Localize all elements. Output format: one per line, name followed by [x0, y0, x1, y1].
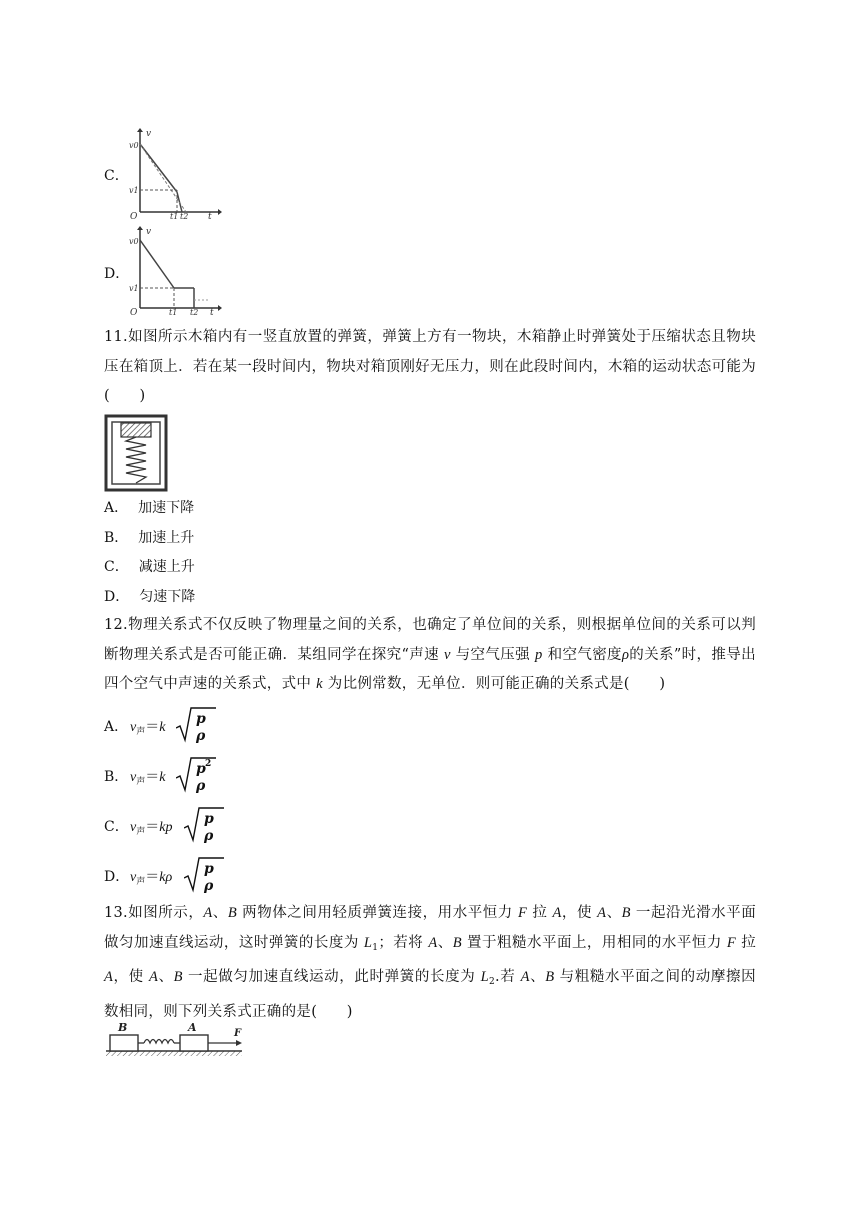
- svg-text:ρ: ρ: [196, 728, 206, 744]
- q11-stem: 11.如图所示木箱内有一竖直放置的弹簧，弹簧上方有一物块，木箱静止时弹簧处于压缩状态且物块压在箱顶上．若在某一段时间内，物块对箱顶刚好无压力，则在此段时间内，木箱的运动状态可能为( ): [104, 329, 756, 404]
- sqrt-sign: [176, 704, 216, 746]
- q10-option-c-label[interactable]: C．: [104, 168, 129, 184]
- svg-text:p: p: [196, 711, 206, 727]
- t2-label: t2: [180, 212, 189, 220]
- sqrt-sign: [184, 804, 224, 846]
- v1-label: v1: [129, 186, 139, 195]
- formula-lhs: $v_声=k$: [130, 770, 166, 786]
- v0-label: v0: [129, 237, 139, 246]
- q12-option-a[interactable]: A． $v_声=k$ p ρ: [104, 704, 224, 746]
- svg-text:p: p: [196, 761, 206, 777]
- q13-stem: 13.如图所示，A、B 两物体之间用轻质弹簧连接，用水平恒力 F 拉 A，使 A、B 一起沿光滑水平面做匀加速直线运动，这时弹簧的长度为 $L_1$；若将 A、B 置于粗糙水平面上，用相同的水平恒力 F 拉 A，使 A、B 一起做匀加速直线运动，此时弹簧的长度为 $L_2$.若 A、B 与粗糙水平面之间的动摩擦因数相同，则下列关系式正确的是( ): [104, 905, 756, 1020]
- q12-stem: 12.物理关系式不仅反映了物理量之间的关系，也确定了单位间的关系，则根据单位间的关系可以判断物理关系式是否可能正确．某组同学在探究“声速 v 与空气压强 p 和空气密度ρ的关系”时，推导出四个空气中声速的关系式，式中 k 为比例常数，无单位．则可能正确的关系式是( ): [104, 617, 756, 692]
- q12-option-c[interactable]: C． $v_声=kp$ p ρ: [104, 804, 234, 846]
- formula-lhs: $v_声=k$: [130, 720, 166, 736]
- svg-text:p: p: [204, 861, 214, 877]
- svg-text:ρ: ρ: [204, 878, 214, 894]
- svg-text:ρ: ρ: [204, 828, 214, 844]
- q11-option-c[interactable]: C． 减速上升: [104, 559, 195, 575]
- axis-t-label: t: [208, 212, 212, 220]
- axis-t-label: t: [210, 308, 214, 316]
- sqrt-sign: [176, 754, 216, 796]
- q12-option-b[interactable]: B． $v_声=k$ p 2 ρ: [104, 754, 224, 796]
- q10-graph-c: [126, 128, 222, 220]
- v1-label: v1: [129, 284, 139, 293]
- formula-lhs: $v_声=k\rho$: [130, 870, 173, 886]
- q11-option-d[interactable]: D． 匀速下降: [104, 589, 196, 605]
- t1-label: t1: [169, 308, 178, 316]
- force-f-label: F: [234, 1028, 242, 1039]
- q11-option-b[interactable]: B． 加速上升: [104, 530, 195, 546]
- t2-label: t2: [190, 308, 199, 316]
- sqrt-sign: [184, 854, 224, 896]
- q12-option-d[interactable]: D． $v_声=k\rho$ p ρ: [104, 854, 234, 896]
- origin-label: O: [130, 308, 138, 316]
- q13-blocks-spring-figure: [104, 1018, 246, 1058]
- origin-label: O: [130, 212, 138, 220]
- t1-label: t1: [170, 212, 179, 220]
- q10-option-d-label[interactable]: D．: [104, 266, 130, 282]
- svg-text:2: 2: [205, 759, 212, 769]
- q11-box-spring-figure: [104, 414, 168, 492]
- svg-text:p: p: [204, 811, 214, 827]
- axis-v-label: v: [146, 227, 152, 237]
- formula-lhs: $v_声=kp$: [130, 820, 173, 836]
- q11-option-a[interactable]: A． 加速下降: [104, 500, 195, 516]
- v0-label: v0: [129, 141, 139, 150]
- block-a-label: A: [188, 1021, 197, 1034]
- axis-v-label: v: [146, 129, 152, 139]
- block-b-label: B: [118, 1021, 128, 1034]
- q10-graph-d: [126, 226, 222, 316]
- svg-text:ρ: ρ: [196, 778, 206, 794]
